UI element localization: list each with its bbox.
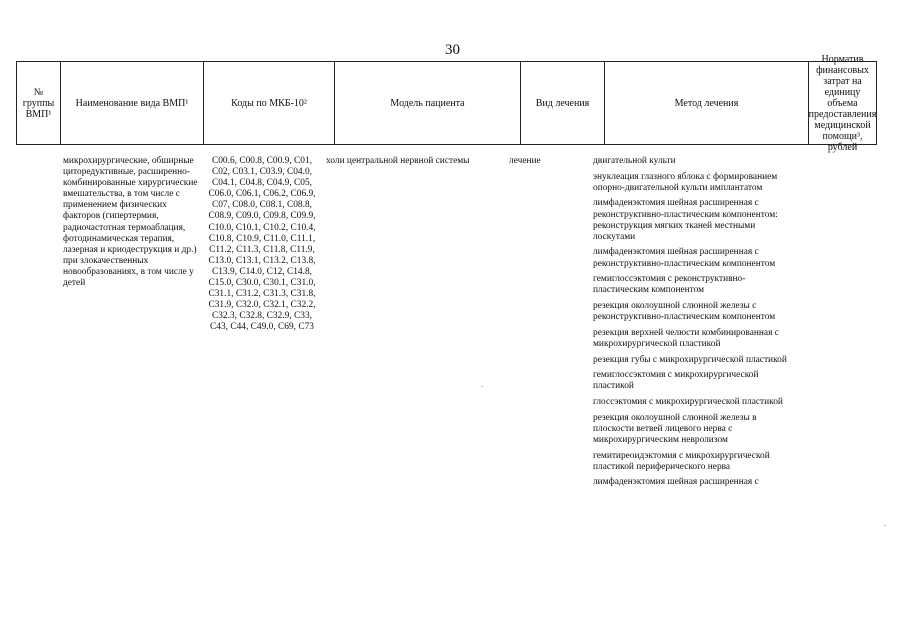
- header-financial-normative: Норматив финансовых затрат на единицу объема предоставления медицинской помощи³, рублей: [808, 53, 877, 153]
- header-treatment-method: Метод лечения: [604, 62, 808, 144]
- header-group-number: № группы ВМП¹: [16, 62, 60, 144]
- patient-model-cell: холи центральной нервной системы: [326, 156, 470, 166]
- header-patient-model: Модель пациента: [334, 62, 520, 144]
- method-item: лимфаденэктомия шейная расширенная с реконструктивно-пластическим компонентом: реконструкция мягких тканей местными лоскутами: [593, 198, 778, 242]
- page-number: 30: [445, 42, 460, 58]
- method-item: лимфаденэктомия шейная расширенная с реконструктивно-пластическим компонентом: [593, 247, 776, 269]
- method-item: лимфаденэктомия шейная расширенная с: [593, 477, 759, 488]
- header-vmp-name: Наименование вида ВМП¹: [60, 62, 203, 144]
- method-item: глоссэктомия с микрохирургической пластикой: [593, 397, 783, 408]
- header-treatment-kind: Вид лечения: [520, 62, 604, 144]
- scan-artifact: [884, 525, 886, 526]
- treatment-kind-cell: лечение: [509, 156, 541, 166]
- header-icd-codes: Коды по МКБ-10²: [203, 62, 334, 144]
- method-item: резекция губы с микрохирургической пластикой: [593, 354, 787, 365]
- method-item: резекция околоушной слюнной железы с реконструктивно-пластическим компонентом: [593, 301, 776, 323]
- icd-codes-cell: C00.6, C00.8, C00.9, C01, C02, C03.1, C03.9, C04.0, C04.1, C04.8, C04.9, C05, C06.0, C06.1, C06.2, C06.9, C07, C08.0, C08.1, C08.8, C08.9, C09.0, C09.8, C09.9, C10.0, C10.1, C10.2, C10.4, C10.8, C10.9, C11.0, C11.1, C11.2, C11.3, C11.8, C11.9, C13.0, C13.1, C13.2, C13.8, C13.9, C14.0, C12, C14.8, C15.0, C30.0, C30.1, C31.0, C31.1, C31.2, C31.3, C31.8, C31.9, C32.0, C32.1, C32.2, C32.3, C32.8, C32.9, C33, C43, C44, C49.0, C69, C73: [208, 156, 316, 333]
- method-item: гемиглоссэктомия с реконструктивно-пластическим компонентом: [593, 274, 746, 296]
- method-item: двигательной культи: [593, 156, 676, 166]
- method-item: гемитиреоидэктомия с микрохирургической пластикой периферического нерва: [593, 450, 770, 472]
- table-header: [16, 53, 877, 153]
- scan-artifact: [481, 386, 483, 387]
- method-item: гемиглоссэктомия с микрохирургической пластикой: [593, 370, 759, 392]
- method-item: резекция околоушной слюнной железы в плоскости ветвей лицевого нерва с микрохирургическим невролизом: [593, 412, 757, 445]
- vmp-name-cell: микрохирургические, обширные циторедуктивные, расширенно-комбинированные хирургические вмешательства, в том числе с применением физических факторов (гипертермия, радиочастотная термоаблация, фотодинамическая терапия, лазерная и криодеструкция и др.) при злокачественных новообразованиях, в том числе у детей: [63, 156, 198, 289]
- treatment-methods-list: [593, 156, 788, 493]
- method-item: резекция верхней челюсти комбинированная с микрохирургической пластикой: [593, 327, 779, 349]
- method-item: энуклеация глазного яблока с формированием опорно-двигательной культи имплантатом: [593, 171, 778, 193]
